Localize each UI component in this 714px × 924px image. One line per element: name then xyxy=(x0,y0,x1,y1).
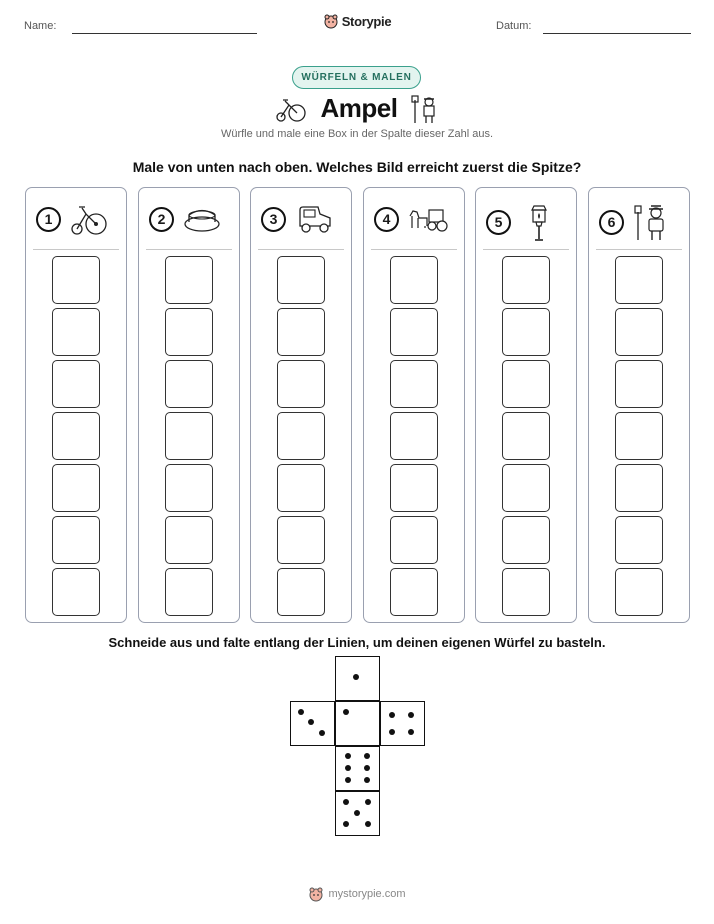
column-number: 3 xyxy=(261,207,286,232)
color-box[interactable] xyxy=(277,360,325,408)
color-box[interactable] xyxy=(52,256,100,304)
die-pip xyxy=(353,674,359,680)
color-box[interactable] xyxy=(277,568,325,616)
category-badge: WÜRFELN & MALEN xyxy=(292,66,421,89)
color-box[interactable] xyxy=(502,412,550,460)
footer-url[interactable]: mystorypie.com xyxy=(328,888,406,900)
die-pip xyxy=(319,730,325,736)
die-pip xyxy=(354,810,360,816)
tricycle-icon xyxy=(69,202,109,236)
title-row xyxy=(0,93,714,124)
die-pip xyxy=(345,765,351,771)
color-box[interactable] xyxy=(502,516,550,564)
die-pip xyxy=(345,777,351,783)
tricycle-icon xyxy=(275,95,307,123)
column-header xyxy=(486,202,559,242)
pie-mascot-icon xyxy=(323,13,339,29)
brand-name: Storypie xyxy=(341,13,392,29)
color-box[interactable] xyxy=(165,464,213,512)
die-pip xyxy=(343,799,349,805)
column-number: 5 xyxy=(486,210,511,235)
button-icon xyxy=(182,202,222,236)
die-pip xyxy=(308,719,314,725)
color-box[interactable] xyxy=(277,256,325,304)
die-pip xyxy=(364,777,370,783)
column-header xyxy=(599,202,672,242)
color-box[interactable] xyxy=(502,464,550,512)
column-header xyxy=(261,202,334,236)
color-box[interactable] xyxy=(390,360,438,408)
color-box[interactable] xyxy=(277,516,325,564)
column-5 xyxy=(475,187,577,623)
color-box[interactable] xyxy=(165,308,213,356)
color-box[interactable] xyxy=(52,464,100,512)
color-box[interactable] xyxy=(390,516,438,564)
die-pip xyxy=(298,709,304,715)
color-box[interactable] xyxy=(52,568,100,616)
police-officer-icon xyxy=(632,202,672,242)
horse-carriage-icon xyxy=(407,202,449,236)
column-6 xyxy=(588,187,690,623)
color-box[interactable] xyxy=(165,568,213,616)
name-label: Name: xyxy=(24,20,57,32)
pie-mascot-icon xyxy=(308,886,324,902)
column-number: 6 xyxy=(599,210,624,235)
color-box[interactable] xyxy=(502,360,550,408)
column-divider xyxy=(483,249,569,250)
color-box[interactable] xyxy=(52,360,100,408)
column-number: 4 xyxy=(374,207,399,232)
color-box[interactable] xyxy=(390,412,438,460)
die-pip xyxy=(345,753,351,759)
brand-logo xyxy=(0,13,714,34)
color-box[interactable] xyxy=(277,308,325,356)
color-box[interactable] xyxy=(615,516,663,564)
die-pip xyxy=(364,765,370,771)
footer xyxy=(0,886,714,907)
color-box[interactable] xyxy=(615,568,663,616)
color-box[interactable] xyxy=(390,464,438,512)
color-box[interactable] xyxy=(615,464,663,512)
die-pip xyxy=(408,712,414,718)
die-face-1 xyxy=(335,656,380,701)
color-box[interactable] xyxy=(165,516,213,564)
color-box[interactable] xyxy=(502,308,550,356)
color-box[interactable] xyxy=(277,412,325,460)
die-pip xyxy=(389,712,395,718)
column-header xyxy=(374,202,449,236)
column-divider xyxy=(146,249,232,250)
column-2 xyxy=(138,187,240,623)
color-box[interactable] xyxy=(615,308,663,356)
color-box[interactable] xyxy=(390,256,438,304)
column-4 xyxy=(363,187,465,623)
die-pip xyxy=(343,821,349,827)
column-number: 1 xyxy=(36,207,61,232)
instruction: Male von unten nach oben. Welches Bild erreicht zuerst die Spitze? xyxy=(132,159,582,175)
color-box[interactable] xyxy=(52,412,100,460)
column-divider xyxy=(371,249,457,250)
date-label: Datum: xyxy=(496,20,532,32)
column-1 xyxy=(25,187,127,623)
die-face-5 xyxy=(335,791,380,836)
column-divider xyxy=(596,249,682,250)
color-box[interactable] xyxy=(615,360,663,408)
color-box[interactable] xyxy=(165,360,213,408)
color-box[interactable] xyxy=(502,256,550,304)
color-box[interactable] xyxy=(165,412,213,460)
color-box[interactable] xyxy=(277,464,325,512)
die-pip xyxy=(364,753,370,759)
cut-instruction: Schneide aus und falte entlang der Linien, um deinen eigenen Würfel zu basteln. xyxy=(108,635,606,650)
die-face-4 xyxy=(380,701,425,746)
color-box[interactable] xyxy=(52,516,100,564)
column-header xyxy=(149,202,222,236)
die-pip xyxy=(343,709,349,715)
car-icon xyxy=(294,202,334,236)
color-box[interactable] xyxy=(390,308,438,356)
die-pip xyxy=(389,729,395,735)
color-box[interactable] xyxy=(165,256,213,304)
color-box[interactable] xyxy=(390,568,438,616)
color-box[interactable] xyxy=(52,308,100,356)
color-box[interactable] xyxy=(502,568,550,616)
die-pip xyxy=(408,729,414,735)
die-face-1 xyxy=(335,701,380,746)
column-number: 2 xyxy=(149,207,174,232)
column-divider xyxy=(258,249,344,250)
column-3 xyxy=(250,187,352,623)
date-line[interactable] xyxy=(543,33,691,34)
streetlamp-icon xyxy=(519,202,559,242)
page-title: Ampel xyxy=(320,93,398,123)
police-officer-icon xyxy=(411,94,439,124)
color-box[interactable] xyxy=(615,412,663,460)
subtitle: Würfle und male eine Box in der Spalte dieser Zahl aus. xyxy=(220,128,494,140)
die-pip xyxy=(365,821,371,827)
die-pip xyxy=(365,799,371,805)
die-face-6 xyxy=(335,746,380,791)
column-divider xyxy=(33,249,119,250)
die-face-3 xyxy=(290,701,335,746)
color-box[interactable] xyxy=(615,256,663,304)
column-header xyxy=(36,202,109,236)
